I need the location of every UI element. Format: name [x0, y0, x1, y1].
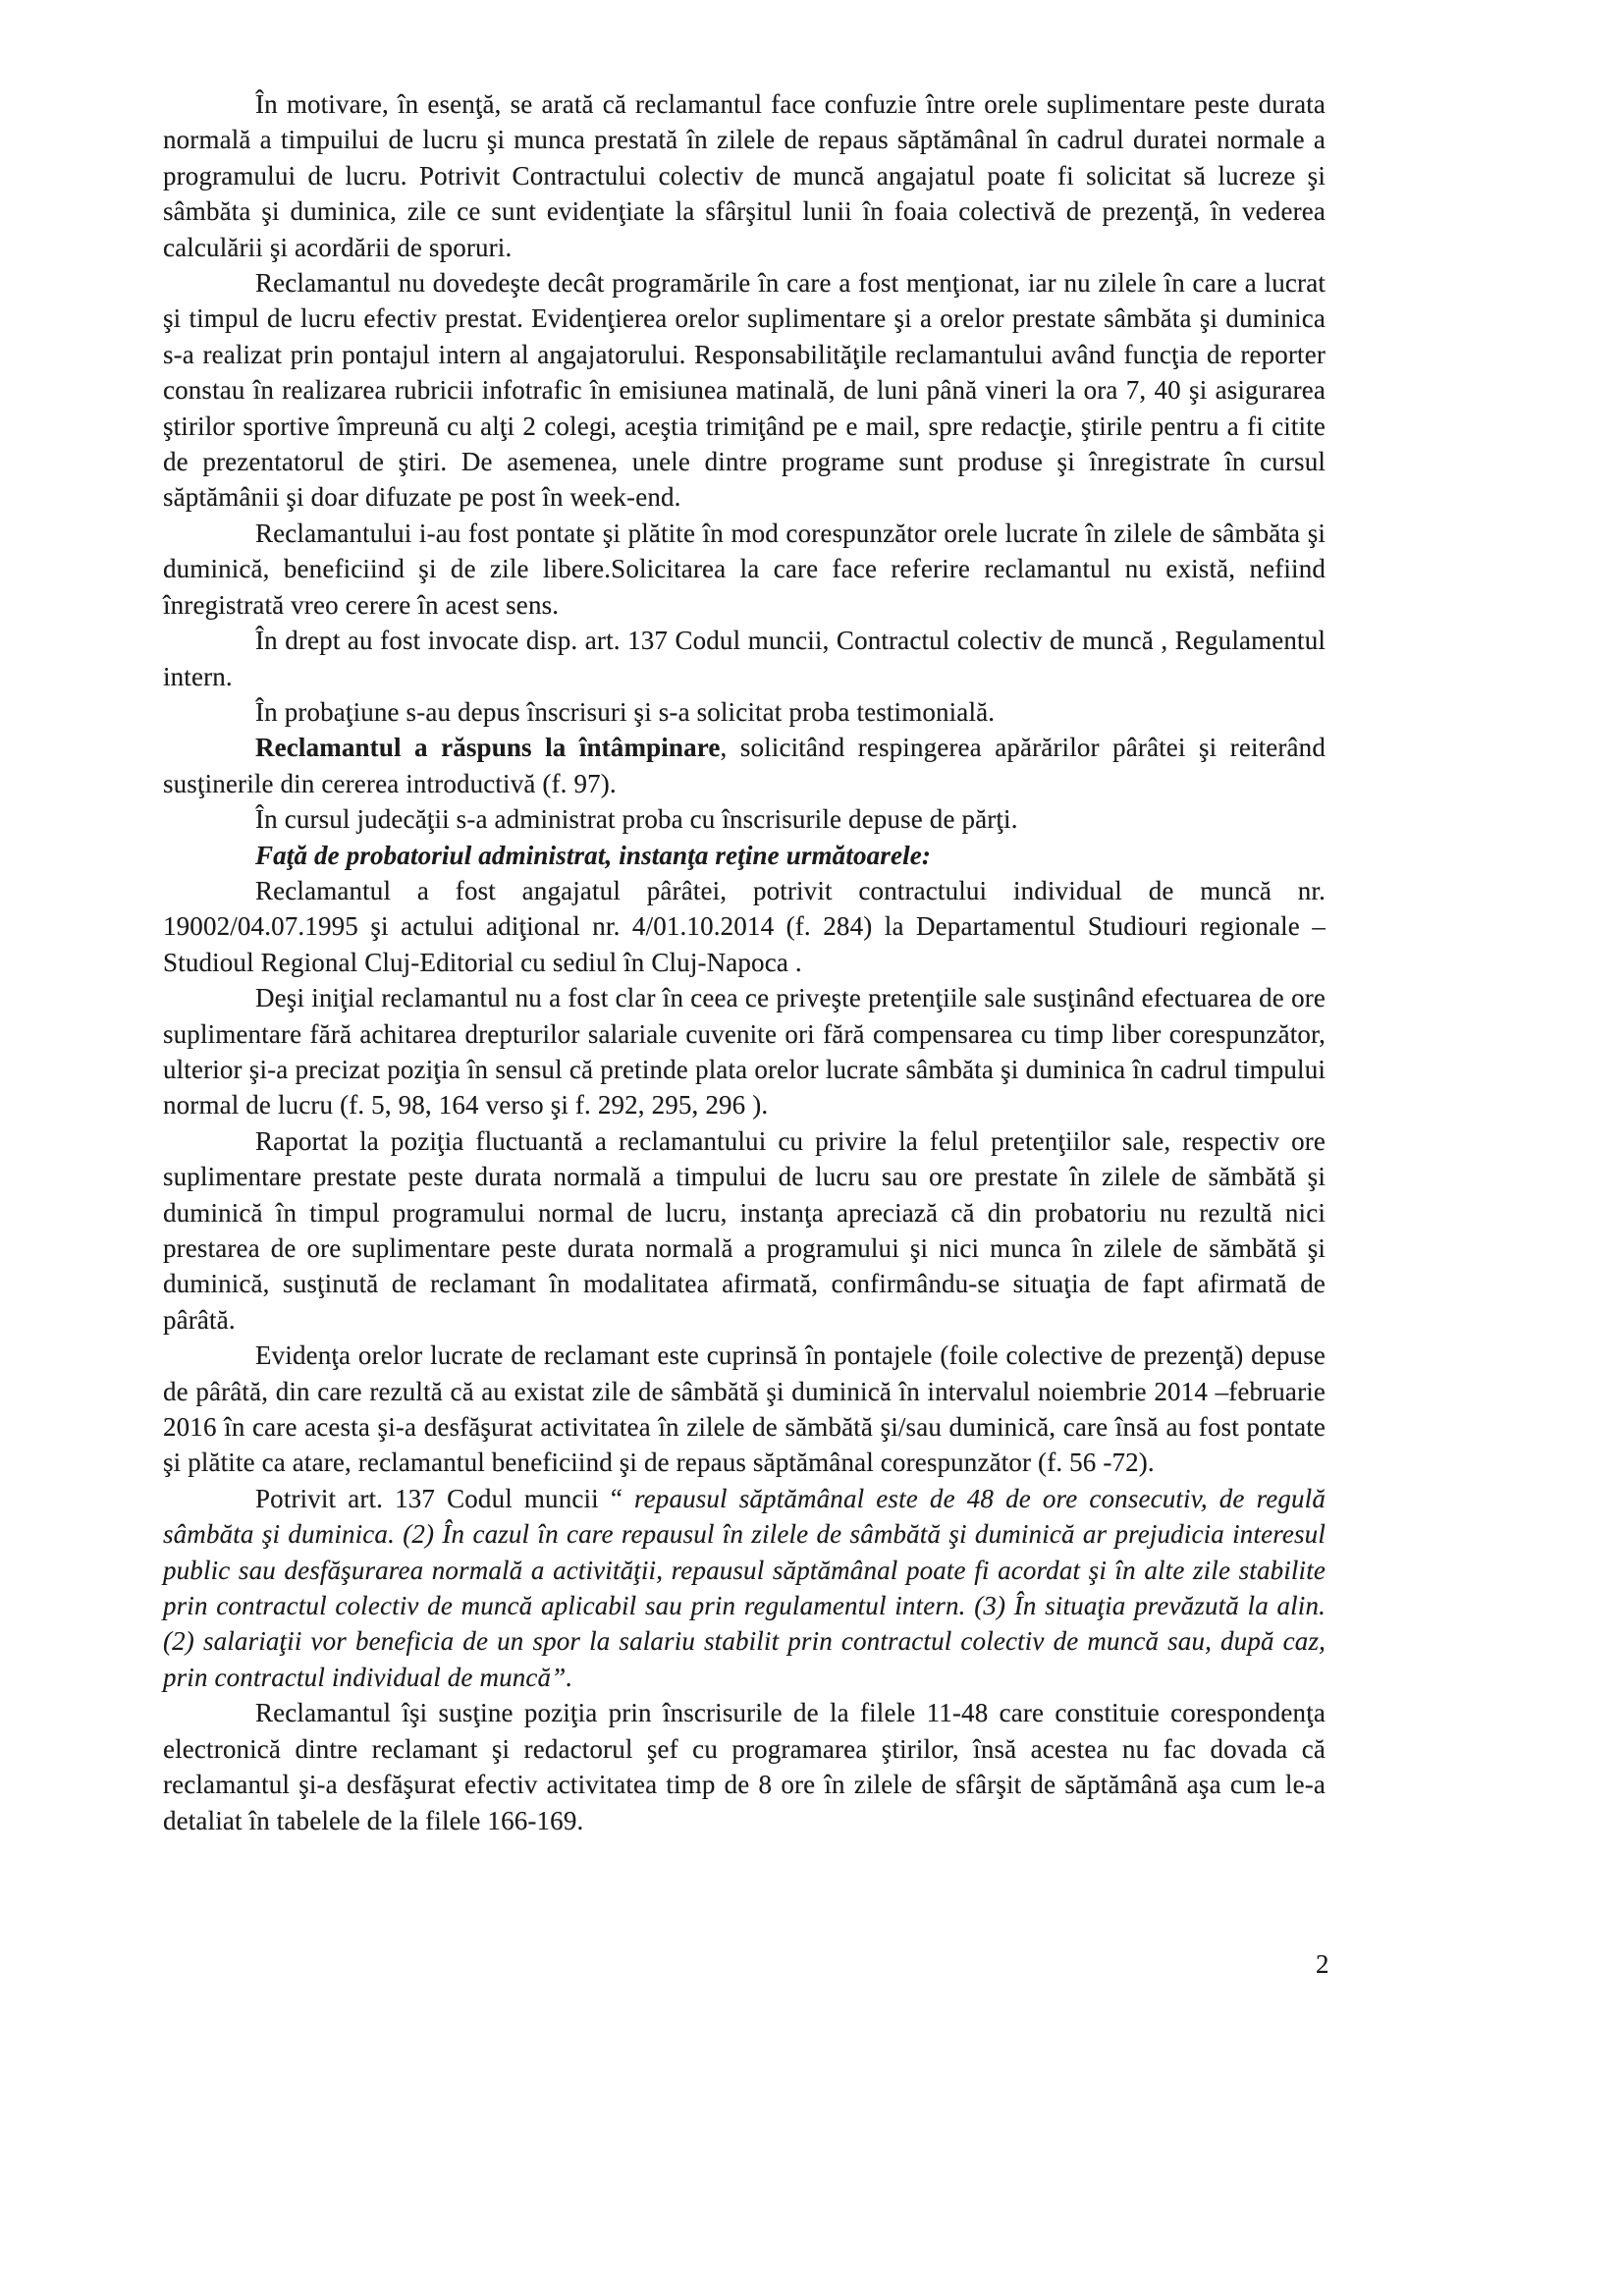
paragraph: [163, 873, 1326, 980]
paragraph: [163, 1481, 1326, 1695]
paragraph: [163, 838, 1326, 873]
paragraph: [163, 86, 1326, 265]
text-segment: În cursul judecăţii s-a administrat proba cu înscrisurile depuse de părţi.: [255, 804, 1018, 835]
text-segment: Reclamantul a răspuns la întâmpinare: [255, 733, 721, 763]
text-segment: Deşi iniţial reclamantul nu a fost clar în ceea ce priveşte pretenţiile sale susţinând efectuarea de ore suplimentare fără achitarea drepturilor salariale cuvenite ori fără compensarea cu timp liber corespunzător, ulterior şi-a precizat poziţia în sensul că pretinde plata orelor lucrate sâmbăta şi duminica în cadrul timpului normal de lucru (f. 5, 98, 164 verso şi f. 292, 295, 296 ).: [163, 983, 1326, 1121]
text-segment: Reclamantul îşi susţine poziţia prin înscrisurile de la filele 11-48 care constituie corespondenţa electronică dintre reclamant şi redactorul şef cu programarea ştirilor, însă acestea nu fac dovada că reclamantul şi-a desfăşurat efectiv activitatea timp de 8 ore în zilele de sfârşit de săptămână aşa cum le-a detaliat în tabelele de la filele 166-169.: [163, 1698, 1326, 1835]
text-segment: În drept au fost invocate disp. art. 137 Codul muncii, Contractul colectiv de muncă , Regulamentul intern.: [163, 626, 1326, 691]
paragraph: [163, 801, 1326, 837]
text-segment: Reclamantului i-au fost pontate şi plătite în mod corespunzător orele lucrate în zilele de sâmbăta şi duminică, beneficiind şi de zile libere.Solicitarea la care face referire reclamantul nu există, nefiind înregistrată vreo cerere în acest sens.: [163, 518, 1326, 620]
paragraph: [163, 730, 1326, 801]
paragraph: [163, 694, 1326, 730]
paragraph: [163, 1338, 1326, 1481]
paragraph: [163, 265, 1326, 516]
text-segment: În probaţiune s-au depus înscrisuri şi s-a solicitat proba testimonială.: [255, 696, 996, 727]
paragraph: [163, 980, 1326, 1123]
text-segment: Faţă de probatoriul administrat, instanţa reţine următoarele:: [255, 840, 931, 870]
paragraph: [163, 1695, 1326, 1838]
paragraph: [163, 623, 1326, 694]
page-number: 2: [1316, 1949, 1329, 1979]
paragraph: [163, 1123, 1326, 1338]
document-body: [163, 86, 1326, 1838]
text-segment: Evidenţa orelor lucrate de reclamant este cuprinsă în pontajele (foile colective de prezenţă) depuse de pârâtă, din care rezultă că au existat zile de sâmbătă şi duminică în intervalul noiembrie 2014 –februarie 2016 în care acesta şi-a desfăşurat activitatea în zilele de sămbătă şi/sau duminică, care însă au fost pontate şi plătite ca atare, reclamantul beneficiind şi de repaus săptămânal corespunzător (f. 56 -72).: [163, 1340, 1326, 1478]
paragraph: [163, 516, 1326, 623]
text-segment: Reclamantul a fost angajatul pârâtei, potrivit contractului individual de muncă nr. 19002/04.07.1995 şi actului adiţional nr. 4/01.10.2014 (f. 284) la Departamentul Studiouri regionale –Studioul Regional Cluj-Editorial cu sediul în Cluj-Napoca .: [163, 875, 1326, 977]
text-segment: În motivare, în esenţă, se arată că reclamantul face confuzie între orele suplimentare peste durata normală a timpuilui de lucru şi munca prestată în zilele de repaus săptămânal în cadrul duratei normale a programului de lucru. Potrivit Contractului colectiv de muncă angajatul poate fi solicitat să lucreze şi sâmbăta şi duminica, zile ce sunt evidenţiate la sfârşitul lunii în foaia colectivă de prezenţă, în vederea calculării şi acordării de sporuri.: [163, 89, 1326, 262]
text-segment: Potrivit art. 137 Codul muncii “: [255, 1483, 635, 1513]
text-segment: Reclamantul nu dovedeşte decât programările în care a fost menţionat, iar nu zilele în care a lucrat şi timpul de lucru efectiv prestat. Evidenţierea orelor suplimentare şi a orelor prestate sâmbăta şi duminica s-a realizat prin pontajul intern al angajatorului. Responsabilităţile reclamantului având funcţia de reporter constau în realizarea rubricii infotrafic în emisiunea matinală, de luni până vineri la ora 7, 40 şi asigurarea ştirilor sportive împreună cu alţi 2 colegi, aceştia trimiţând pe e mail, spre redacţie, ştirile pentru a fi citite de prezentatorul de ştiri. De asemenea, unele dintre programe sunt produse şi înregistrate în cursul săptămânii şi doar difuzate pe post în week-end.: [163, 268, 1326, 513]
text-segment: Raportat la poziţia fluctuantă a reclamantului cu privire la felul pretenţiilor sale, respectiv ore suplimentare prestate peste durata normală a timpului de lucru sau ore prestate în zilele de sămbătă şi duminică în timpul programului normal de lucru, instanţa apreciază că din probatoriu nu rezultă nici prestarea de ore suplimentare peste durata normală a programului şi nici munca în zilele de sămbătă şi duminică, susţinută de reclamant în modalitatea afirmată, confirmându-se situaţia de fapt afirmată de pârâtă.: [163, 1125, 1326, 1335]
text-segment: , solicitând respingerea apărărilor pârâtei şi reiterând susţinerile din cererea introductivă (f. 97).: [163, 733, 1326, 798]
text-segment: repausul săptămânal este de 48 de ore consecutiv, de regulă sâmbăta şi duminica. (2) În cazul în care repausul în zilele de sâmbătă şi duminică ar prejudicia interesul public sau desfăşurarea normală a activităţii, repausul săptămânal poate fi acordat şi în alte zile stabilite prin contractul colectiv de muncă aplicabil sau prin regulamentul intern. (3) În situaţia prevăzută la alin. (2) salariaţii vor beneficia de un spor la salariu stabilit prin contractul colectiv de muncă sau, după caz, prin contractul individual de muncă”.: [163, 1483, 1326, 1692]
